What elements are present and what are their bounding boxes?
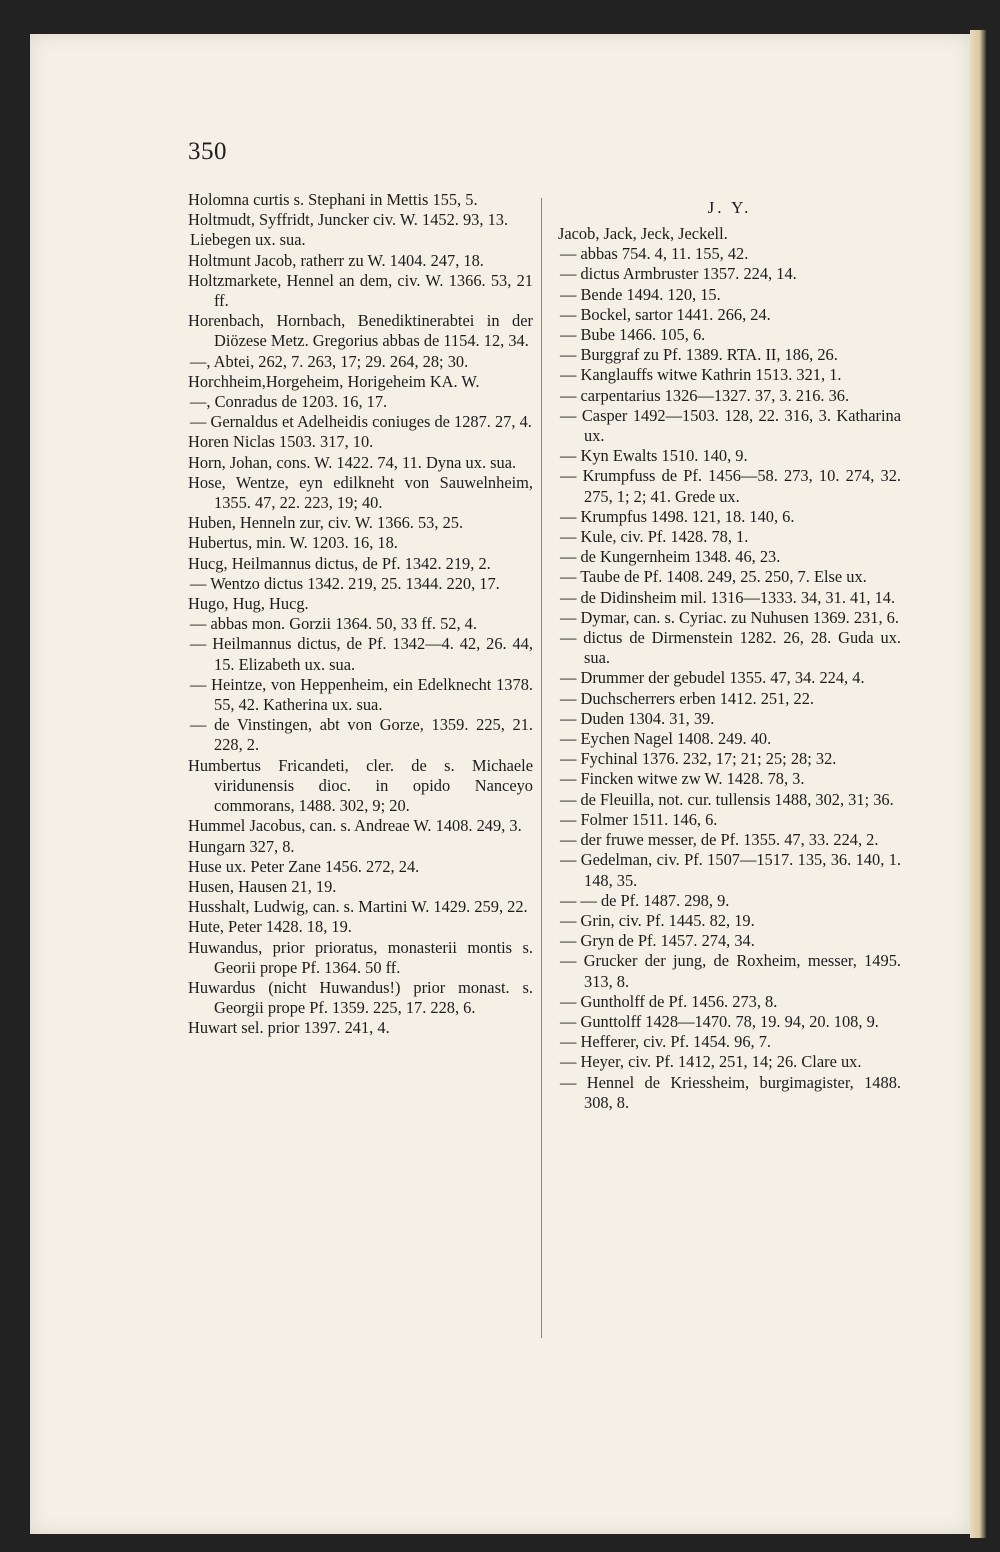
index-entry: Holtzmarkete, Hennel an dem, civ. W. 1366. 53, 21 ff. (188, 270, 533, 311)
index-entry: — Taube de Pf. 1408. 249, 25. 250, 7. Else ux. (560, 567, 867, 587)
index-entry: — de Kungernheim 1348. 46, 23. (560, 547, 781, 567)
index-entry: — Fincken witwe zw W. 1428. 78, 3. (560, 769, 805, 789)
index-entry: — Eychen Nagel 1408. 249. 40. (560, 729, 772, 749)
index-entry: — carpentarius 1326—1327. 37, 3. 216. 36. (560, 385, 850, 405)
index-entry: — Kyn Ewalts 1510. 140, 9. (560, 446, 748, 466)
section-heading: J. Y. (707, 198, 752, 217)
index-entry: —, Abtei, 262, 7. 263, 17; 29. 264, 28; 30. (190, 351, 469, 371)
column-separator (541, 198, 542, 1338)
left-column (188, 190, 533, 1039)
index-entry: — de Vinstingen, abt von Gorze, 1359. 225, 21. 228, 2. (190, 715, 533, 755)
index-entry: — Krumpfus 1498. 121, 18. 140, 6. (560, 506, 795, 526)
right-column (558, 190, 901, 1113)
index-entry: Hucg, Heilmannus dictus, de Pf. 1342. 219, 2. (188, 553, 491, 573)
index-entry: Huwandus, prior prioratus, monasterii montis s. Georii prope Pf. 1364. 50 ff. (188, 937, 533, 977)
index-entry: — abbas 754. 4, 11. 155, 42. (560, 244, 749, 264)
index-entry: Hummel Jacobus, can. s. Andreae W. 1408. 249, 3. (188, 816, 522, 836)
index-entry: — de Didinsheim mil. 1316—1333. 34, 31. 41, 14. (560, 587, 896, 607)
index-entry: — abbas mon. Gorzii 1364. 50, 33 ff. 52, 4. (190, 614, 477, 634)
index-entry: — Hefferer, civ. Pf. 1454. 96, 7. (560, 1032, 772, 1052)
index-entry: Horenbach, Hornbach, Benediktinerabtei in der Diözese Metz. Gregorius abbas de 1154. 12, 34. (188, 311, 533, 351)
index-entry: — Duchscherrers erben 1412. 251, 22. (560, 688, 814, 708)
index-entry: Huwart sel. prior 1397. 241, 4. (188, 1018, 390, 1038)
index-entry: — Gryn de Pf. 1457. 274, 34. (560, 931, 755, 951)
index-entry: — Fychinal 1376. 232, 17; 21; 25; 28; 32. (560, 749, 837, 769)
index-entry: — Wentzo dictus 1342. 219, 25. 1344. 220, 17. (190, 573, 500, 593)
index-entry: — Gernaldus et Adelheidis coniuges de 1287. 27, 4. (190, 412, 532, 432)
index-entry: Huwardus (nicht Huwandus!) prior monast. s. Georgii prope Pf. 1359. 225, 17. 228, 6. (188, 977, 533, 1018)
index-entry: — Bockel, sartor 1441. 266, 24. (560, 304, 771, 324)
index-entry: — Bube 1466. 105, 6. (560, 325, 706, 345)
index-entry: Jacob, Jack, Jeck, Jeckell. (558, 224, 728, 243)
index-entry: — Grin, civ. Pf. 1445. 82, 19. (560, 910, 755, 930)
index-entry: — Kule, civ. Pf. 1428. 78, 1. (560, 527, 749, 547)
index-entry: — — de Pf. 1487. 298, 9. (560, 890, 730, 910)
index-entry: Holtmudt, Syffridt, Juncker civ. W. 1452. 93, 13. (188, 210, 509, 230)
index-entry: — Folmer 1511. 146, 6. (560, 809, 718, 829)
index-entry: — Hennel de Kriessheim, burgimagister, 1488. 308, 8. (560, 1072, 901, 1112)
index-entry: Husen, Hausen 21, 19. (188, 876, 337, 896)
index-entry: Liebegen ux. sua. (190, 230, 306, 250)
index-entry: Hute, Peter 1428. 18, 19. (188, 917, 352, 937)
page-number: 350 (188, 138, 227, 165)
index-entry: Holtmunt Jacob, ratherr zu W. 1404. 247, 18. (188, 250, 484, 270)
index-entry: Hose, Wentze, eyn edilkneht von Sauwelnheim, 1355. 47, 22. 223, 19; 40. (188, 472, 533, 513)
index-entry: — Guntholff de Pf. 1456. 273, 8. (560, 991, 778, 1011)
index-entry: — Bende 1494. 120, 15. (560, 284, 721, 304)
right-column-entries (558, 224, 901, 1113)
page-edge (970, 30, 986, 1538)
index-entry: — Gunttolff 1428—1470. 78, 19. 94, 20. 108, 9. (560, 1011, 879, 1031)
index-entry: — der fruwe messer, de Pf. 1355. 47, 33. 224, 2. (560, 830, 879, 850)
index-entry: Huben, Henneln zur, civ. W. 1366. 53, 25. (188, 513, 464, 533)
index-entry: — Gedelman, civ. Pf. 1507—1517. 135, 36. 140, 1. 148, 35. (560, 850, 901, 890)
index-entry: Humbertus Fricandeti, cler. de s. Michaele viridunensis dioc. in opido Nanceyo commorans, 1488. 302, 9; 20. (188, 755, 533, 816)
index-entry: —, Conradus de 1203. 16, 17. (190, 392, 388, 412)
index-entry: Horen Niclas 1503. 317, 10. (188, 432, 374, 452)
index-entry: Horn, Johan, cons. W. 1422. 74, 11. Dyna ux. sua. (188, 452, 517, 472)
index-entry: — Grucker der jung, de Roxheim, messer, 1495. 313, 8. (560, 951, 901, 991)
index-entry: Huse ux. Peter Zane 1456. 272, 24. (188, 856, 420, 876)
index-entry: — Kanglauffs witwe Kathrin 1513. 321, 1. (560, 365, 842, 385)
index-entry: — de Fleuilla, not. cur. tullensis 1488, 302, 31; 36. (560, 789, 894, 809)
index-entry: — Heintze, von Heppenheim, ein Edelknecht 1378. 55, 42. Katherina ux. sua. (190, 674, 533, 715)
index-entry: Husshalt, Ludwig, can. s. Martini W. 1429. 259, 22. (188, 897, 528, 917)
index-entry: — Duden 1304. 31, 39. (560, 708, 715, 728)
index-entry: Hubertus, min. W. 1203. 16, 18. (188, 533, 398, 553)
index-entry: — Heyer, civ. Pf. 1412, 251, 14; 26. Clare ux. (560, 1052, 862, 1072)
index-entry: Holomna curtis s. Stephani in Mettis 155, 5. (188, 190, 478, 209)
index-entry: — Heilmannus dictus, de Pf. 1342—4. 42, 26. 44, 15. Elizabeth ux. sua. (190, 634, 533, 674)
index-entry: — dictus Armbruster 1357. 224, 14. (560, 264, 797, 284)
index-entry: — Drummer der gebudel 1355. 47, 34. 224, 4. (560, 668, 865, 688)
index-entry: Hugo, Hug, Hucg. (188, 594, 309, 614)
index-entry: — Casper 1492—1503. 128, 22. 316, 3. Katharina ux. (560, 405, 901, 446)
index-entry: — Krumpfuss de Pf. 1456—58. 273, 10. 274, 32. 275, 1; 2; 41. Grede ux. (560, 466, 901, 506)
index-entry: — Dymar, can. s. Cyriac. zu Nuhusen 1369. 231, 6. (560, 607, 899, 627)
index-entry: — Burggraf zu Pf. 1389. RTA. II, 186, 26. (560, 345, 838, 365)
index-entry: Horchheim,Horgeheim, Horigeheim KA. W. (188, 371, 480, 391)
index-entry: — dictus de Dirmenstein 1282. 26, 28. Guda ux. sua. (560, 628, 901, 668)
index-entry: Hungarn 327, 8. (188, 836, 295, 856)
